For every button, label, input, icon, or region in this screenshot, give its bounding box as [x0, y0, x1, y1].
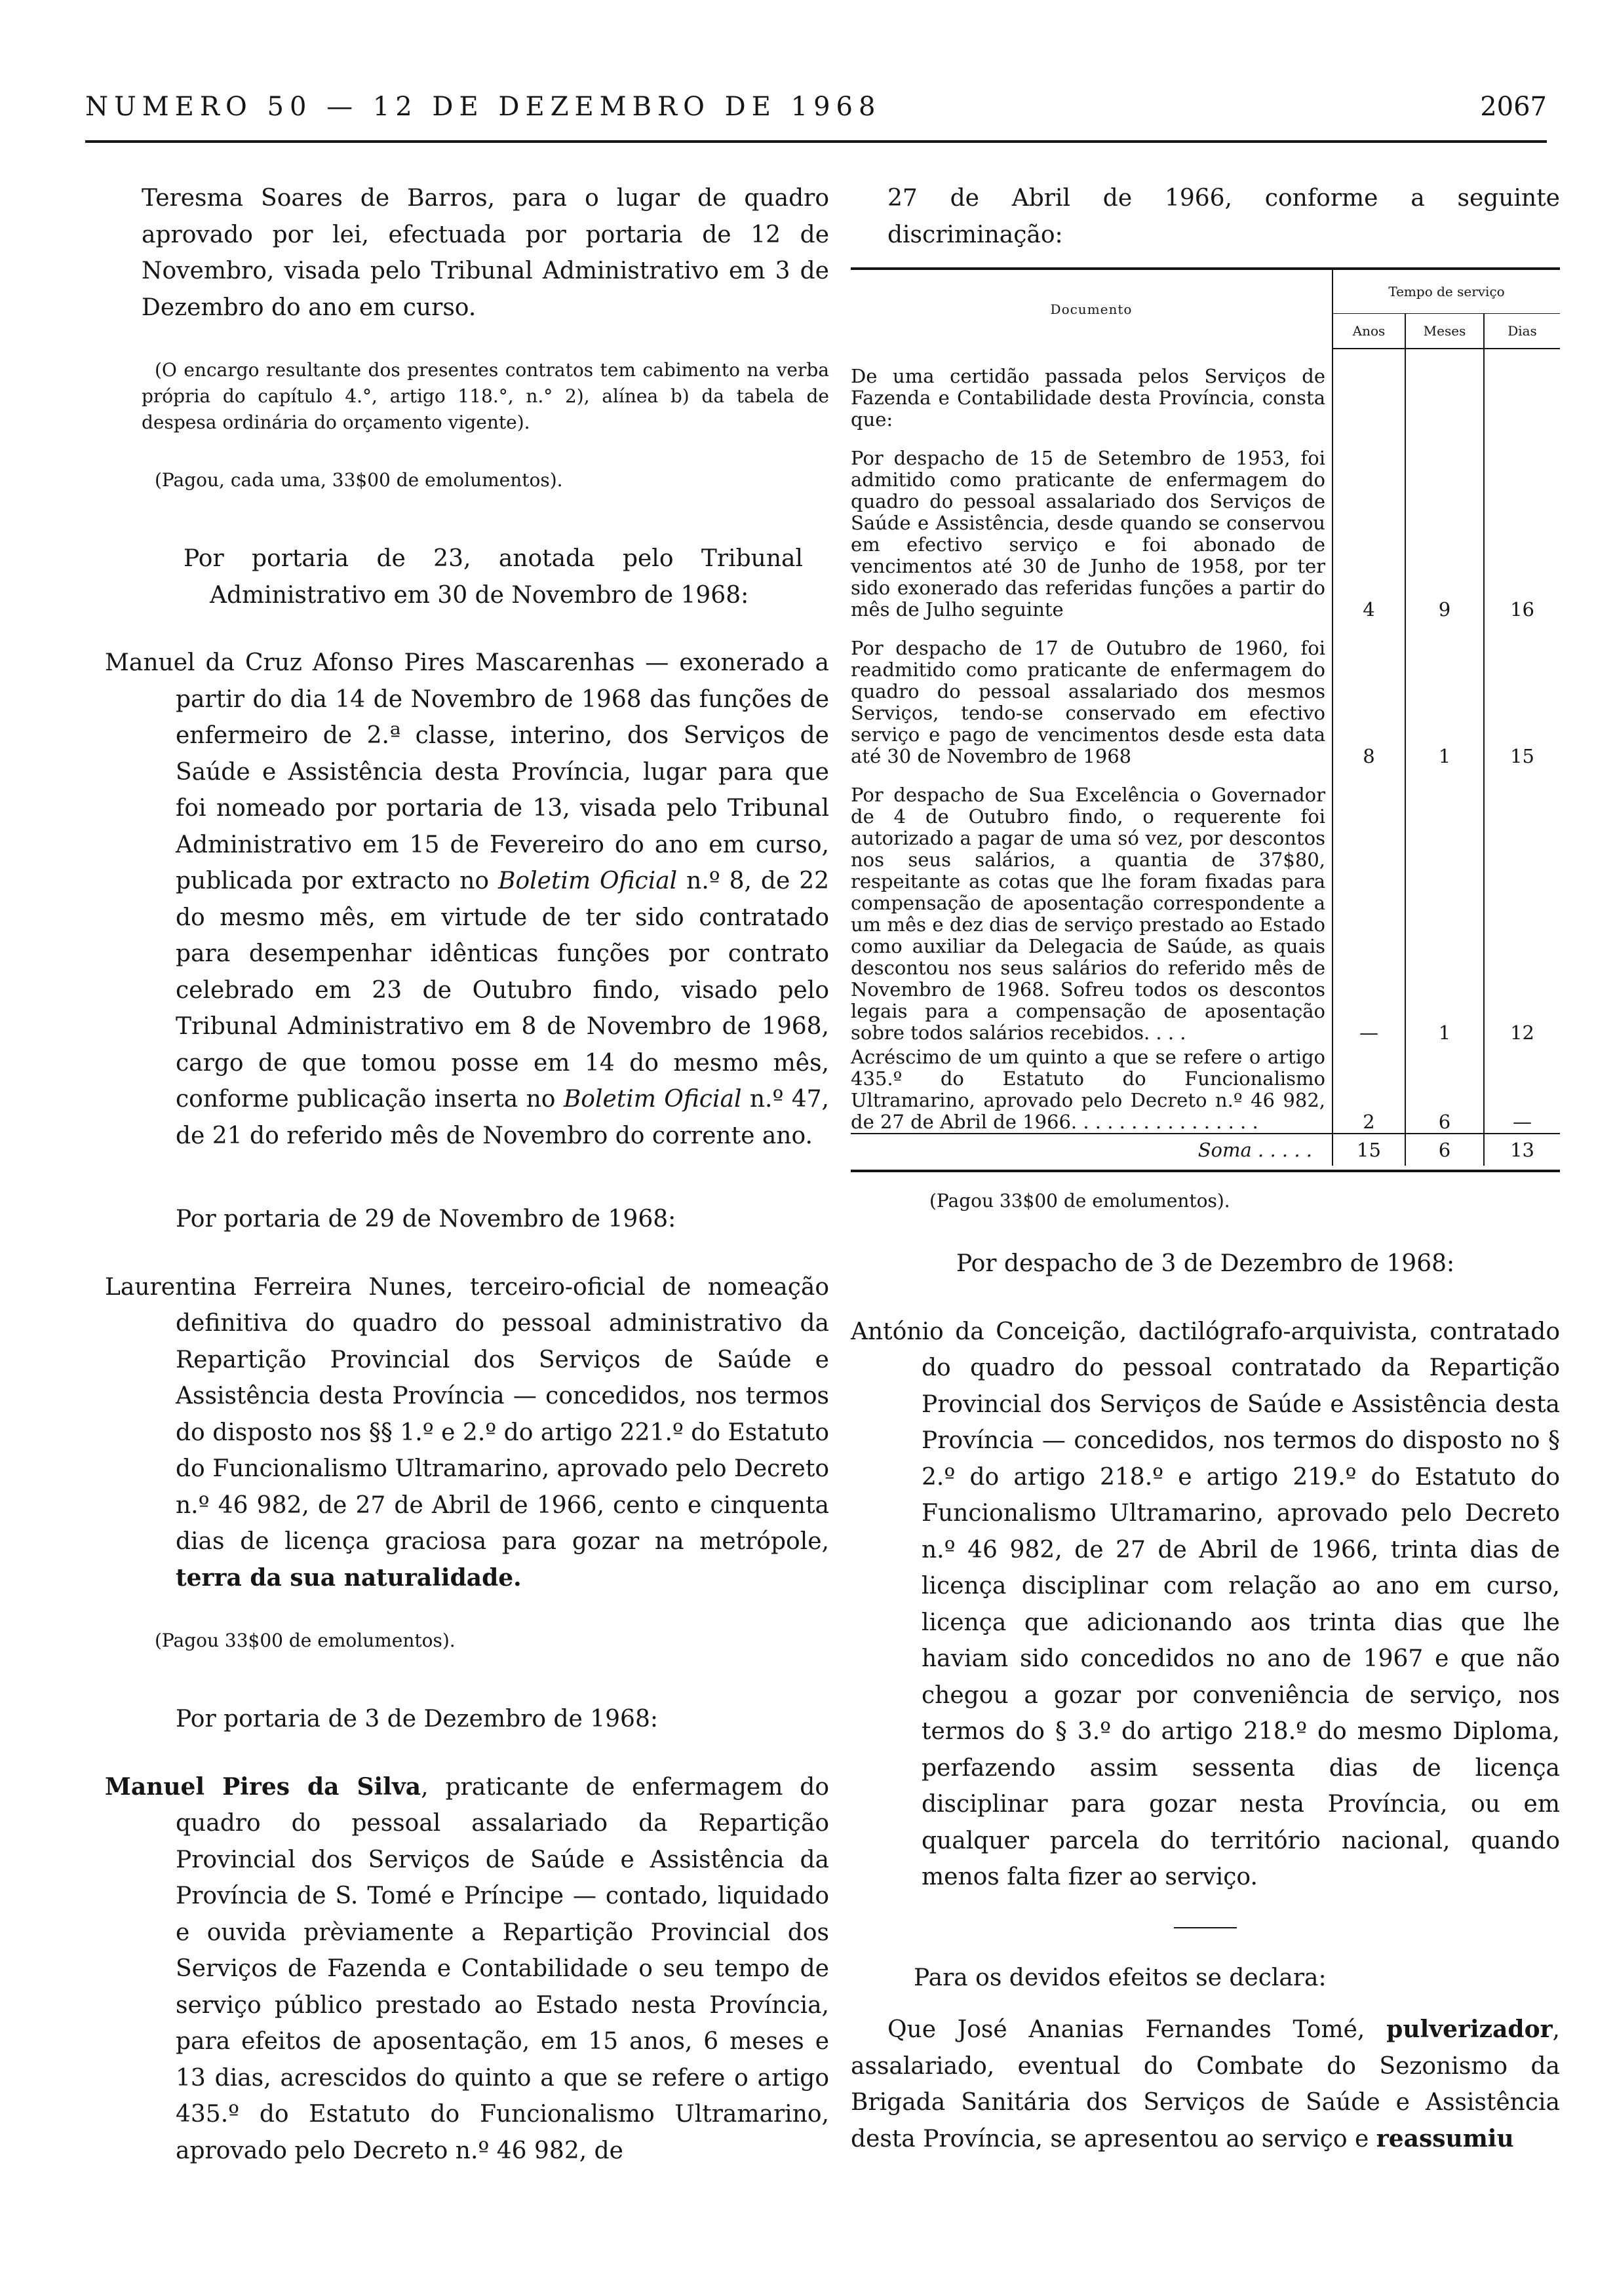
paragraph-nunes: Laurentina Ferreira Nunes, terceiro-oficial de nomeação definitiva do quadro do pessoal administrativo da Repartição Provincial dos Serviços de Saúde e Assistência desta Província — concedidos, nos termos do disposto nos §§ 1.º e 2.º do artigo 221.º do Estatuto do Funcionalismo Ultramarino, aprovado pelo Decreto n.º 46 982, de 27 de Abril de 1966, cento e cinquenta dias de licença graciosa para gozar na metrópole, terra da sua naturalidade. [105, 1273, 829, 1592]
table-row [851, 621, 1560, 767]
service-time-table [851, 267, 1560, 1172]
heading-declaration: Para os devidos efeitos se declara: [914, 1964, 1327, 1991]
table-cell-months: 9 [1405, 430, 1484, 621]
paragraph-tome: Que José Ananias Fernandes Tomé, pulverizador, assalariado, eventual do Combate do Sezonismo da Brigada Sanitária dos Serviços de Saúde e Assistência desta Província, se apresentou ao serviço e reassumiu [851, 2016, 1560, 2152]
charge-note: (O encargo resultante dos presentes contratos tem cabimento na verba própria do capítulo 4.°, artigo 118.°, n.° 2), alínea b) da tabela de despesa ordinária do orçamento vigente). [142, 359, 829, 433]
right-column [851, 180, 1560, 2157]
person-name: Manuel da Cruz Afonso Pires Mascarenhas [105, 649, 635, 676]
paragraph-continuation-right: 27 de Abril de 1966, conforme a seguinte discriminação: [887, 185, 1560, 248]
total-label: Soma . . . . . [851, 1134, 1333, 1166]
paragraph-mascarenhas: Manuel da Cruz Afonso Pires Mascarenhas — exonerado a partir do dia 14 de Novembro de 1968 das funções de enfermeiro de 2.ª classe, interino, dos Serviços de Saúde e Assistência desta Província, lugar para que foi nomeado por portaria de 13, visada pelo Tribunal Administrativo em 15 de Fevereiro do ano em curso, publicada por extracto no Boletim Oficial n.º 8, de 22 do mesmo mês, em virtude de ter sido contratado para desempenhar idênticas funções por contrato celebrado em 23 de Outubro findo, visado pelo Tribunal Administrativo em 8 de Novembro de 1968, cargo de que tomou posse em 14 do mesmo mês, conforme publicação inserta no Boletim Oficial n.º 47, de 21 do referido mês de Novembro do corrente ano. [105, 649, 830, 1149]
paragraph-conceicao: António da Conceição, dactilógrafo-arquivista, contratado do quadro do pessoal contratado da Repartição Provincial dos Serviços de Saúde e Assistência desta Província — concedidos, nos termos do disposto no § 2.º do artigo 218.º e artigo 219.º do Estatuto do Funcionalismo Ultramarino, aprovado pelo Decreto n.º 46 982, de 27 de Abril de 1966, trinta dias de licença disciplinar com relação ao ano em curso, licença que adicionando aos trinta dias que lhe haviam sido concedidos no ano de 1967 e que não chegou a gozar por conveniência de serviço, nos termos do § 3.º do artigo 218.º do mesmo Diploma, perfazendo assim sessenta dias de licença disciplinar para gozar nesta Província, ou em qualquer parcela do território nacional, quando menos falta fizer ao serviço. [851, 1318, 1560, 1890]
column-header-months: Meses [1405, 314, 1484, 349]
boletim-ref-2: Boletim Oficial [563, 1086, 742, 1113]
table-cell-days: 15 [1484, 621, 1560, 767]
table-cell-months: 1 [1405, 767, 1484, 1044]
page-header [85, 92, 1547, 131]
table-cell-days: 16 [1484, 430, 1560, 621]
table-cell-months: 1 [1405, 621, 1484, 767]
paragraph-silva: Manuel Pires da Silva, praticante de enfermagem do quadro do pessoal assalariado da Repartição Provincial dos Serviços de Saúde e Assistência da Província de S. Tomé e Príncipe — contado, liquidado e ouvida prèviamente a Repartição Provincial dos Serviços de Fazenda e Contabilidade o seu tempo de serviço público prestado ao Estado nesta Província, para efeitos de aposentação, em 15 anos, 6 meses e 13 dias, acrescidos do quinto a que se refere o artigo 435.º do Estatuto do Funcionalismo Ultramarino, aprovado pelo Decreto n.º 46 982, de [105, 1772, 829, 2164]
person-name: Laurentina Ferreira Nunes [105, 1273, 446, 1301]
table-cell-days: — [1484, 1044, 1560, 1134]
section-separator [1174, 1927, 1237, 1928]
table-cell-years: — [1333, 767, 1405, 1044]
heading-portaria-23: Por portaria de 23, anotada pelo Tribunal Administrativo em 30 de Novembro de 1968: [184, 545, 803, 609]
table-cell-months: 6 [1405, 1044, 1484, 1134]
table-row [851, 1044, 1560, 1134]
issue-line: NUMERO 50 — 12 DE DEZEMBRO DE 1968 [85, 92, 882, 122]
heading-portaria-29: Por portaria de 29 de Novembro de 1968: [176, 1206, 676, 1233]
table-row [851, 430, 1560, 621]
total-years: 15 [1333, 1134, 1405, 1166]
column-header-document: Documento [1050, 301, 1133, 317]
table-cell-document: Por despacho de 15 de Setembro de 1953, foi admitido como praticante de enfermagem do quadro do pessoal assalariado dos Serviços de Saúde e Assistência, desde quando se conservou em efectivo serviço e foi abonado de vencimentos até 30 de Junho de 1958, por ter sido exonerado das referidas funções a partir do mês de Julho seguinte [851, 447, 1325, 621]
fee-note-3: (Pagou 33$00 de emolumentos). [929, 1190, 1230, 1212]
fee-note-2: (Pagou 33$00 de emolumentos). [155, 1630, 456, 1651]
table-row [851, 767, 1560, 1044]
table-cell-years: 4 [1333, 430, 1405, 621]
table-cell-years: 8 [1333, 621, 1405, 767]
table-row [851, 349, 1560, 430]
table-cell-days: 12 [1484, 767, 1560, 1044]
header-rule [85, 140, 1547, 143]
boletim-ref-1: Boletim Oficial [498, 868, 678, 894]
heading-portaria-3: Por portaria de 3 de Dezembro de 1968: [176, 1706, 658, 1732]
total-months: 6 [1405, 1134, 1484, 1166]
table-bottom-rule [851, 1170, 1560, 1172]
paragraph-continuation: Teresma Soares de Barros, para o lugar de quadro aprovado por lei, efectuada por portaria de 12 de Novembro, visada pelo Tribunal Administrativo em 3 de Dezembro do ano em curso. [142, 185, 829, 321]
table-total-row [851, 1134, 1560, 1166]
fee-note-1: (Pagou, cada uma, 33$00 de emolumentos). [155, 469, 563, 491]
person-name: Manuel Pires da Silva [105, 1772, 421, 1801]
left-column [105, 180, 829, 2169]
page-number: 2067 [1480, 92, 1547, 122]
table-cell-document: De uma certidão passada pelos Serviços de Fazenda e Contabilidade desta Província, consta que: [851, 365, 1325, 430]
column-header-service-time: Tempo de serviço [1333, 270, 1560, 314]
total-days: 13 [1484, 1134, 1560, 1166]
column-header-days: Dias [1484, 314, 1560, 349]
column-header-years: Anos [1333, 314, 1405, 349]
table-cell-document: Acréscimo de um quinto a que se refere o artigo 435.º do Estatuto do Funcionalismo Ultramarino, aprovado pelo Decreto n.º 46 982, de 27 de Abril de 1966. . . . . . . . . . . . . . . . [851, 1046, 1325, 1133]
table-cell-years: 2 [1333, 1044, 1405, 1134]
heading-despacho-3: Por despacho de 3 de Dezembro de 1968: [956, 1250, 1455, 1277]
table-cell-document: Por despacho de Sua Excelência o Governador de 4 de Outubro findo, o requerente foi autorizado a pagar de uma só vez, por descontos nos seus salários, a quantia de 37$80, respeitante as cotas que lhe foram fixadas para compensação de aposentação correspondente a um mês e dez dias de serviço prestado ao Estado como auxiliar da Delegacia de Saúde, as quais descontou nos seus salários do referido mês de Novembro de 1968. Sofreu todos os descontos legais para a compensação de aposentação sobre todos salários recebidos. . . . [851, 784, 1325, 1044]
table-cell-document: Por despacho de 17 de Outubro de 1960, foi readmitido como praticante de enfermagem do quadro do pessoal assalariado dos mesmos Serviços, tendo-se conservado em efectivo serviço e pago de vencimentos desde esta data até 30 de Novembro de 1968 [851, 637, 1325, 767]
